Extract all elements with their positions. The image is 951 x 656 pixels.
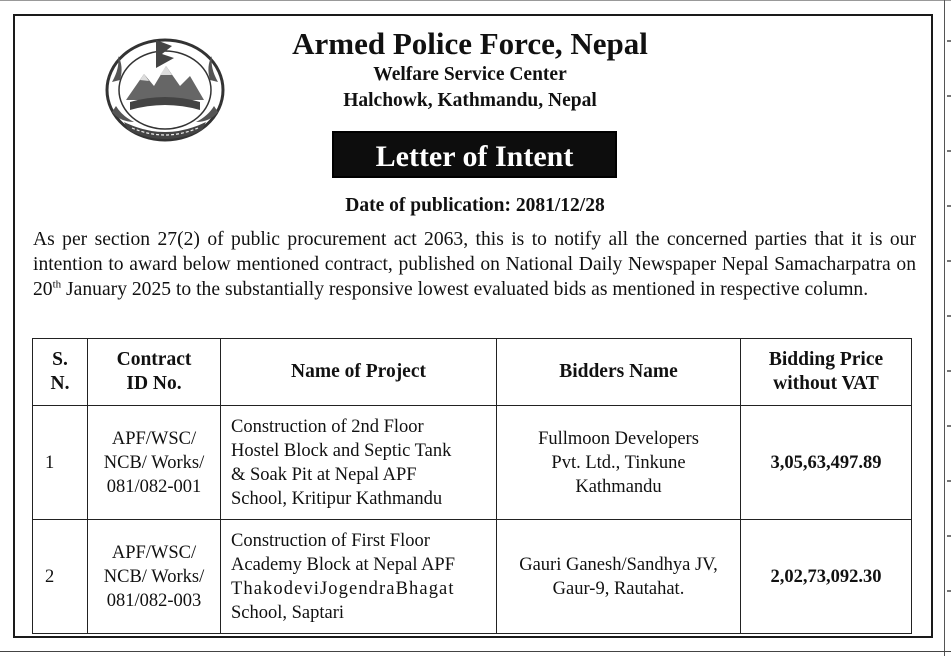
page-top-rule [0, 0, 951, 5]
notice-paragraph [33, 227, 916, 302]
table-header-row [33, 339, 912, 406]
organization-name: Armed Police Force, Nepal [292, 26, 648, 61]
col-header-project: Name of Project [221, 339, 497, 406]
cell-bidder: Fullmoon Developers Pvt. Ltd., Tinkune Kathmandu [497, 406, 741, 520]
cell-bidder: Gauri Ganesh/Sandhya JV, Gaur-9, Rautahat. [497, 520, 741, 634]
notice-text-cont: January 2025 to the substantially responsive lowest evaluated bids as mentioned in respective column. [61, 279, 869, 300]
cell-project: Construction of 2nd Floor Hostel Block and Septic Tank & Soak Pit at Nepal APF School, Kritipur Kathmandu [221, 406, 497, 520]
table-row [33, 520, 912, 634]
unit-name: Welfare Service Center [373, 64, 567, 85]
col-header-sn: S. N. [33, 339, 88, 406]
cell-price: 2,02,73,092.30 [741, 520, 912, 634]
table-row [33, 406, 912, 520]
col-header-bidder: Bidders Name [497, 339, 741, 406]
letterhead [250, 26, 690, 114]
cell-sn: 2 [33, 520, 88, 634]
col-header-price: Bidding Price without VAT [741, 339, 912, 406]
cell-contract-id: APF/WSC/ NCB/ Works/ 081/082-003 [88, 520, 221, 634]
cell-contract-id: APF/WSC/ NCB/ Works/ 081/082-001 [88, 406, 221, 520]
notice-text: As per section 27(2) of public procurement act 2063, this is to notify all the concerned parties that it is our intention to award below mentioned contract, published on National Daily Newspaper Nepal Samacharpatra on 20 [33, 229, 916, 300]
notice-ordinal: th [52, 278, 62, 291]
office-address: Halchowk, Kathmandu, Nepal [343, 90, 597, 111]
cell-price: 3,05,63,497.89 [741, 406, 912, 520]
cell-sn: 1 [33, 406, 88, 520]
document-title: Letter of Intent [332, 131, 617, 178]
apf-nepal-emblem-icon [102, 30, 228, 146]
awarded-bids-table [32, 338, 912, 634]
publication-date [260, 195, 690, 217]
cell-project: Construction of First Floor Academy Block at Nepal APF ThakodeviJogendraBhagat School, Saptari [221, 520, 497, 634]
publication-date-label: Date of publication: [345, 195, 512, 216]
col-header-contract-id: Contract ID No. [88, 339, 221, 406]
adjacent-column-edge [944, 0, 951, 656]
publication-date-value: 2081/12/28 [515, 195, 605, 216]
page-bottom-rule [0, 651, 951, 652]
